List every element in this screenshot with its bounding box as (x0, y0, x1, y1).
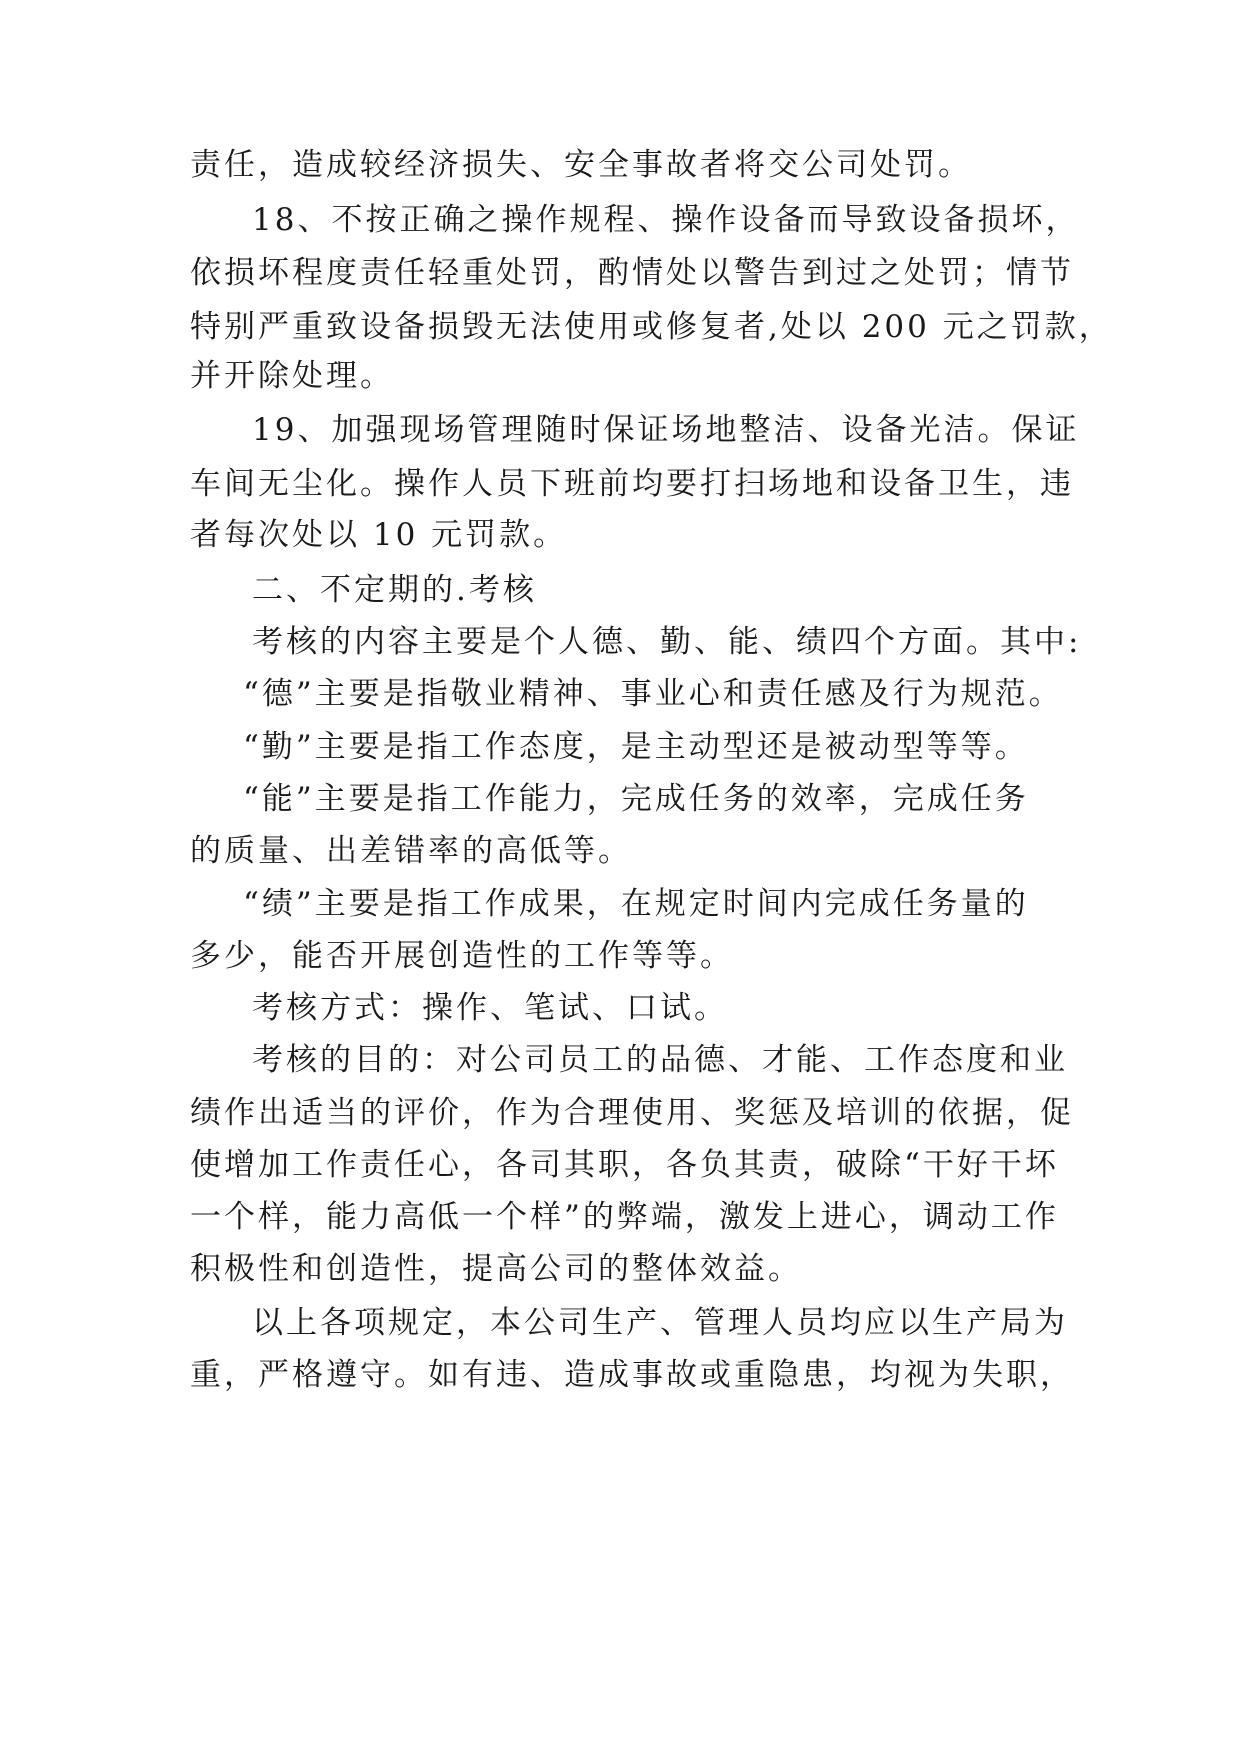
text-line-23: 以上各项规定，本公司生产、管理人员均应以生产局为 (252, 1305, 1068, 1341)
text-line-24: 重，严格遵守。如有违、造成事故或重隐患，均视为失职， (190, 1357, 1074, 1393)
text-line-3: 依损坏程度责任轻重处罚，酌情处以警告到过之处罚；情节 (190, 255, 1074, 291)
text-line-1: 责任，造成较经济损失、安全事故者将交公司处罚。 (190, 147, 972, 183)
text-line-15: “绩”主要是指工作成果，在规定时间内完成任务量的 (243, 886, 1029, 922)
text-line-18: 考核的目的：对公司员工的品德、才能、工作态度和业 (252, 1042, 1068, 1078)
text-line-5: 并开除处理。 (190, 358, 394, 394)
text-line-12: “勤”主要是指工作态度，是主动型还是被动型等等。 (243, 729, 1029, 765)
text-line-20: 使增加工作责任心，各司其职，各负其责，破除“干好干坏 (190, 1147, 1059, 1183)
text-line-13: “能”主要是指工作能力，完成任务的效率，完成任务 (243, 781, 1029, 817)
text-line-11: “德”主要是指敬业精神、事业心和责任感及行为规范。 (243, 676, 1063, 712)
text-line-19: 绩作出适当的评价，作为合理使用、奖惩及培训的依据，促 (190, 1095, 1074, 1131)
text-line-7: 车间无尘化。操作人员下班前均要打扫场地和设备卫生，违 (190, 466, 1074, 502)
text-line-10: 考核的内容主要是个人德、勤、能、绩四个方面。其中: (252, 624, 1082, 660)
text-line-16: 多少，能否开展创造性的工作等等。 (190, 938, 734, 974)
text-line-14: 的质量、出差错率的高低等。 (190, 833, 632, 869)
text-line-8: 者每次处以 10 元罚款。 (190, 517, 568, 553)
text-line-22: 积极性和创造性，提高公司的整体效益。 (190, 1251, 802, 1287)
text-line-17: 考核方式：操作、笔试、口试。 (252, 990, 728, 1026)
text-line-21: 一个样，能力高低一个样”的弊端，激发上进心，调动工作 (190, 1199, 1059, 1235)
text-line-4: 特别严重致设备损毁无法使用或修复者,处以 200 元之罚款， (190, 309, 1113, 345)
section-heading: 二、不定期的.考核 (252, 572, 537, 608)
text-line-6: 19、加强现场管理随时保证场地整洁、设备光洁。保证 (252, 412, 1080, 448)
text-line-2: 18、不按正确之操作规程、操作设备而导致设备损坏， (252, 202, 1080, 238)
